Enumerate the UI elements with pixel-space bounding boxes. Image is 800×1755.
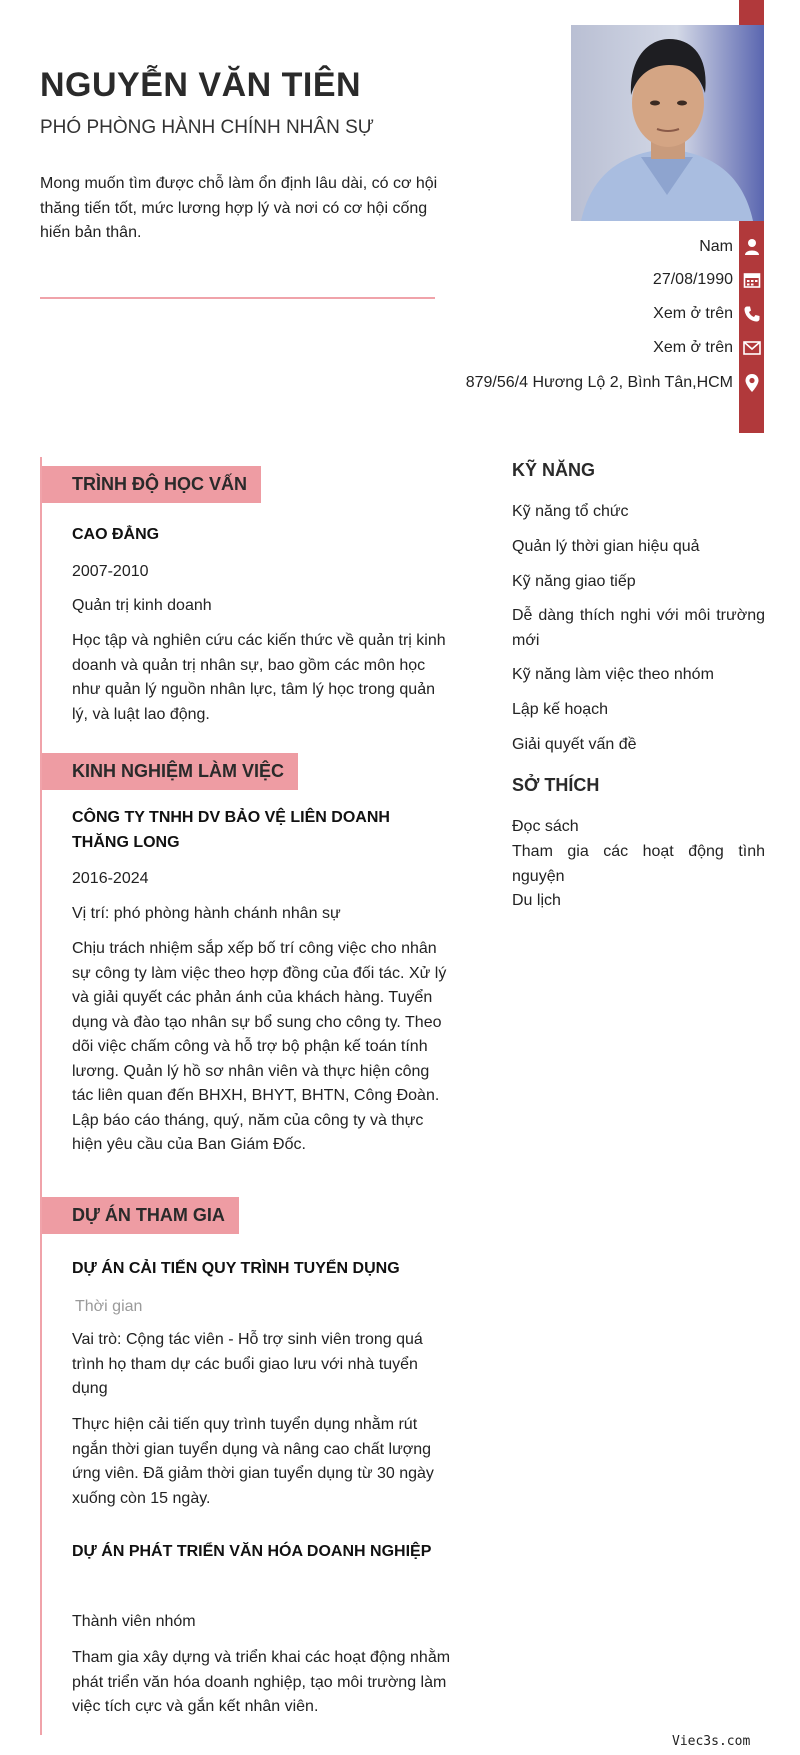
skill-item: Dễ dàng thích nghi với môi trường mới (512, 607, 765, 649)
gender-value: Nam (699, 238, 733, 255)
experience-heading: KINH NGHIỆM LÀM VIỆC (42, 753, 298, 790)
hobby-item: Tham gia các hoạt động tình nguyện (512, 843, 765, 885)
projects-heading: DỰ ÁN THAM GIA (42, 1197, 239, 1234)
birthday-value: 27/08/1990 (652, 271, 733, 288)
mail-icon (739, 336, 764, 360)
header-divider (40, 297, 435, 299)
career-objective: Mong muốn tìm được chỗ làm ổn định lâu dài, có cơ hội thăng tiến tốt, mức lương hợp lý và nơi có cơ hội cống hiến bản thân. (40, 175, 438, 241)
experience-company: CÔNG TY TNHH DV BẢO VỆ LIÊN DOANH THĂNG LONG (72, 809, 390, 851)
education-period: 2007-2010 (72, 563, 149, 580)
person-icon (739, 235, 764, 259)
education-description: Học tập và nghiên cứu các kiến thức về quản trị kinh doanh và quản trị nhân sự, bao gồm các môn học như quản lý nguồn nhân lực, tâm lý học trong quản lý, và luật lao động. (72, 632, 446, 723)
skill-item: Quản lý thời gian hiệu quả (512, 538, 700, 555)
address-value: 879/56/4 Hương Lộ 2, Bình Tân,HCM (465, 374, 733, 391)
project-title: DỰ ÁN CẢI TIẾN QUY TRÌNH TUYỂN DỤNG (72, 1260, 400, 1277)
skill-item: Kỹ năng làm việc theo nhóm (512, 666, 714, 683)
calendar-icon (739, 268, 764, 292)
experience-description: Chịu trách nhiệm sắp xếp bố trí công việc cho nhân sự công ty làm việc theo hợp đồng của đối tác. Xử lý và giải quyết các phản ánh của khách hàng. Tuyển dụng và đào tạo nhân sự bổ sung cho công ty. Theo dõi việc chấm công và hỗ trợ bộ phận kế toán tính lương. Quản lý hồ sơ nhân viên và thực hiện công tác liên quan đến BHXH, BHYT, BHTN, Công Đoàn. Lập báo cáo tháng, quý, năm của công ty và thực hiện yêu cầu của Ban Giám Đốc. (72, 940, 447, 1153)
hobby-item: Đọc sách (512, 818, 579, 835)
skill-item: Kỹ năng giao tiếp (512, 573, 636, 590)
project-role: Vai trò: Cộng tác viên - Hỗ trợ sinh viên trong quá trình họ tham dự các buổi giao lưu với nhà tuyển dụng (72, 1331, 423, 1397)
phone-icon (739, 302, 764, 326)
hobby-item: Du lịch (512, 892, 561, 909)
experience-role: Vị trí: phó phòng hành chánh nhân sự (72, 905, 341, 922)
location-pin-icon (739, 371, 764, 395)
education-major: Quản trị kinh doanh (72, 597, 212, 614)
project-time: Thời gian (75, 1298, 143, 1315)
profile-photo (571, 25, 764, 221)
project-description: Tham gia xây dựng và triển khai các hoạt động nhằm phát triển văn hóa doanh nghiệp, tạo môi trường làm việc tích cực và gắn kết nhân viên. (72, 1649, 451, 1715)
education-heading: TRÌNH ĐỘ HỌC VẤN (42, 466, 261, 503)
phone-value: Xem ở trên (653, 305, 733, 322)
candidate-name: NGUYỄN VĂN TIÊN (40, 66, 362, 104)
skills-heading: KỸ NĂNG (512, 460, 596, 480)
education-school: CAO ĐẲNG (72, 526, 160, 543)
project-role: Thành viên nhóm (72, 1613, 196, 1630)
watermark: Viec3s.com (672, 1734, 751, 1749)
project-title: DỰ ÁN PHÁT TRIỂN VĂN HÓA DOANH NGHIỆP (72, 1543, 432, 1560)
avatar (571, 25, 764, 221)
experience-period: 2016-2024 (72, 870, 149, 887)
skill-item: Kỹ năng tổ chức (512, 503, 629, 520)
job-title: PHÓ PHÒNG HÀNH CHÍNH NHÂN SỰ (40, 117, 374, 138)
project-description: Thực hiện cải tiến quy trình tuyển dụng nhằm rút ngắn thời gian tuyển dụng và nâng cao chất lượng ứng viên. Đã giảm thời gian tuyển dụng từ 30 ngày xuống còn 15 ngày. (72, 1416, 434, 1507)
skill-item: Lập kế hoạch (512, 701, 609, 718)
hobbies-heading: SỞ THÍCH (512, 775, 600, 795)
skill-item: Giải quyết vấn đề (512, 736, 637, 753)
email-value: Xem ở trên (653, 339, 733, 356)
timeline-line (40, 457, 42, 1735)
